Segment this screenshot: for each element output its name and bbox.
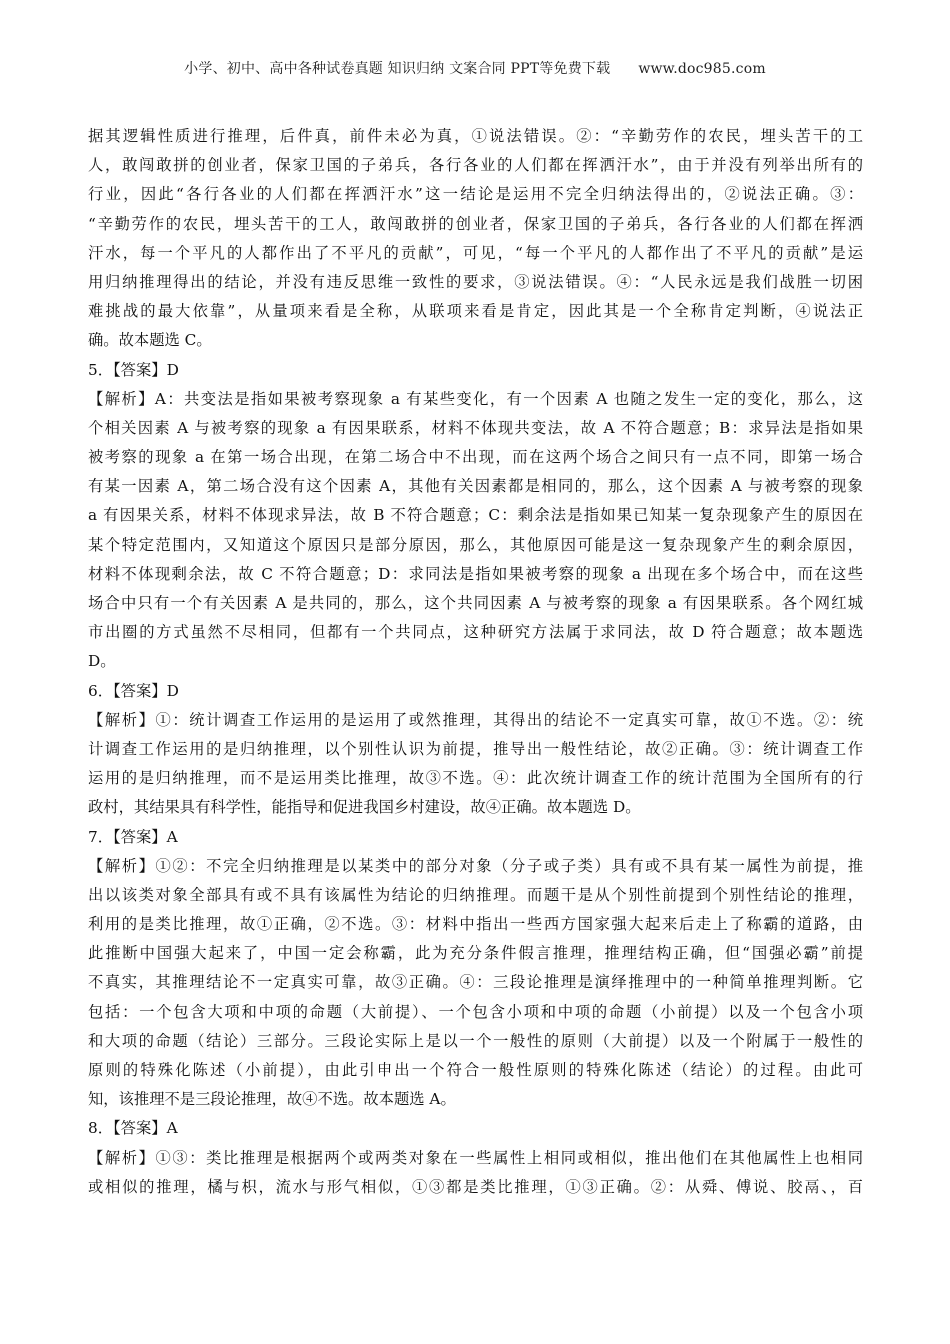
text-line: 知，该推理不是三段论推理，故④不选。故本题选 A。 xyxy=(88,1090,456,1109)
text-line: 某个特定范围内，又知道这个原因只是部分原因，那么，其他原因可能是这一复杂现象产生的剩余原因， xyxy=(88,535,863,554)
text-line: 个相关因素 A 与被考察的现象 a 有因果联系，材料不体现共变法，故 A 不符合题意；B：求异法是指如果 xyxy=(88,418,863,437)
text-line: 和大项的命题（结论）三部分。三段论实际上是以一个一般性的原则（大前提）以及一个附属于一般性的 xyxy=(88,1031,863,1050)
text-line: 不真实，其推理结论不一定真实可靠，故③正确。④：三段论推理是演绎推理中的一种简单推理判断。它 xyxy=(88,973,863,992)
document-body xyxy=(88,122,863,1202)
answer-heading: 6．【答案】D xyxy=(88,681,179,700)
text-line: 【解析】①：统计调查工作运用的是运用了或然推理，其得出的结论不一定真实可靠，故①不选。②：统 xyxy=(88,710,863,729)
text-line: 材料不体现剩余法，故 C 不符合题意；D：求同法是指如果被考察的现象 a 出现在多个场合中，而在这些 xyxy=(88,564,863,583)
text-line: 【解析】①③：类比推理是根据两个或两类对象在一些属性上相同或相似，推出他们在其他属性上也相同 xyxy=(88,1148,863,1167)
text-line: 原则的特殊化陈述（小前提），由此引申出一个符合一般性原则的特殊化陈述（结论）的过程。由此可 xyxy=(88,1061,863,1079)
text-line: 行业，因此“各行各业的人们都在挥洒汗水”这一结论是运用不完全归纳法得出的，②说法正确。③： xyxy=(88,185,863,204)
text-line: 有某一因素 A，第二场合没有这个因素 A，其他有关因素都是相同的，那么，这个因素 A 与被考察的现象 xyxy=(88,477,863,496)
text-line: 确。故本题选 C。 xyxy=(88,331,212,350)
text-line: 利用的是类比推理，故①正确，②不选。③：材料中指出一些西方国家强大起来后走上了称霸的道路，由 xyxy=(88,915,863,934)
text-line: “辛勤劳作的农民，埋头苦干的工人，敢闯敢拼的创业者，保家卫国的子弟兵，各行各业的人们都在挥洒 xyxy=(88,214,863,233)
answer-heading: 8．【答案】A xyxy=(88,1119,178,1138)
header-site-link[interactable]: www.doc985.com xyxy=(638,61,766,77)
text-line: 据其逻辑性质进行推理，后件真，前件未必为真，①说法错误。②：“辛勤劳作的农民，埋头苦干的工 xyxy=(88,127,863,145)
text-line: a 有因果关系，材料不体现求异法，故 B 不符合题意；C：剩余法是指如果已知某一复杂现象产生的原因在 xyxy=(88,506,863,525)
header-text: 小学、初中、高中各种试卷真题 知识归纳 文案合同 PPT等免费下载 xyxy=(184,61,611,77)
text-line: 计调查工作运用的是归纳推理，以个别性认识为前提，推导出一般性结论，故②正确。③：统计调查工作 xyxy=(88,739,863,758)
text-line: 用归纳推理得出的结论，并没有违反思维一致性的要求，③说法错误。④：“人民永远是我们战胜一切困 xyxy=(88,272,863,291)
text-line: 市出圈的方式虽然不尽相同，但都有一个共同点，这种研究方法属于求同法，故 D 符合题意；故本题选 xyxy=(88,623,863,642)
text-line: 政村，其结果具有科学性，能指导和促进我国乡村建设，故④正确。故本题选 D。 xyxy=(88,798,641,817)
text-line: 难挑战的最大依靠”，从量项来看是全称，从联项来看是肯定，因此其是一个全称肯定判断，④说法正 xyxy=(88,302,863,321)
text-line: 汗水，每一个平凡的人都作出了不平凡的贡献”，可见，“每一个平凡的人都作出了不平凡的贡献”是运 xyxy=(88,243,863,262)
text-line: 出以该类对象全部具有或不具有该属性为结论的归纳推理。而题干是从个别性前提到个别性结论的推理， xyxy=(88,885,863,904)
text-line: 包括：一个包含大项和中项的命题（大前提）、一个包含小项和中项的命题（小前提）以及一个包含小项 xyxy=(88,1002,863,1021)
text-line: 运用的是归纳推理，而不是运用类比推理，故③不选。④：此次统计调查工作的统计范围为全国所有的行 xyxy=(88,769,863,788)
text-line: 【解析】A：共变法是指如果被考察现象 a 有某些变化，有一个因素 A 也随之发生一定的变化，那么，这 xyxy=(88,389,863,408)
page-header xyxy=(0,58,950,78)
text-line: 场合中只有一个有关因素 A 是共同的，那么，这个共同因素 A 与被考察的现象 a 有因果联系。各个网红城 xyxy=(88,594,863,612)
text-line: 此推断中国强大起来了，中国一定会称霸，此为充分条件假言推理，推理结构正确，但“国强必霸”前提 xyxy=(88,944,863,963)
answer-heading: 7．【答案】A xyxy=(88,827,178,846)
text-line: 人，敢闯敢拼的创业者，保家卫国的子弟兵，各行各业的人们都在挥洒汗水”，由于并没有列举出所有的 xyxy=(88,156,863,175)
text-line: 被考察的现象 a 在第一场合出现，在第二场合中不出现，而在这两个场合之间只有一点不同，即第一场合 xyxy=(88,448,863,467)
answer-heading: 5．【答案】D xyxy=(88,360,179,379)
text-line: 或相似的推理，橘与枳，流水与形气相似，①③都是类比推理，①③正确。②：从舜、傅说、胶鬲、，百 xyxy=(88,1177,863,1196)
text-line: 【解析】①②：不完全归纳推理是以某类中的部分对象（分子或子类）具有或不具有某一属性为前提，推 xyxy=(88,856,863,875)
text-line: D。 xyxy=(88,652,116,671)
